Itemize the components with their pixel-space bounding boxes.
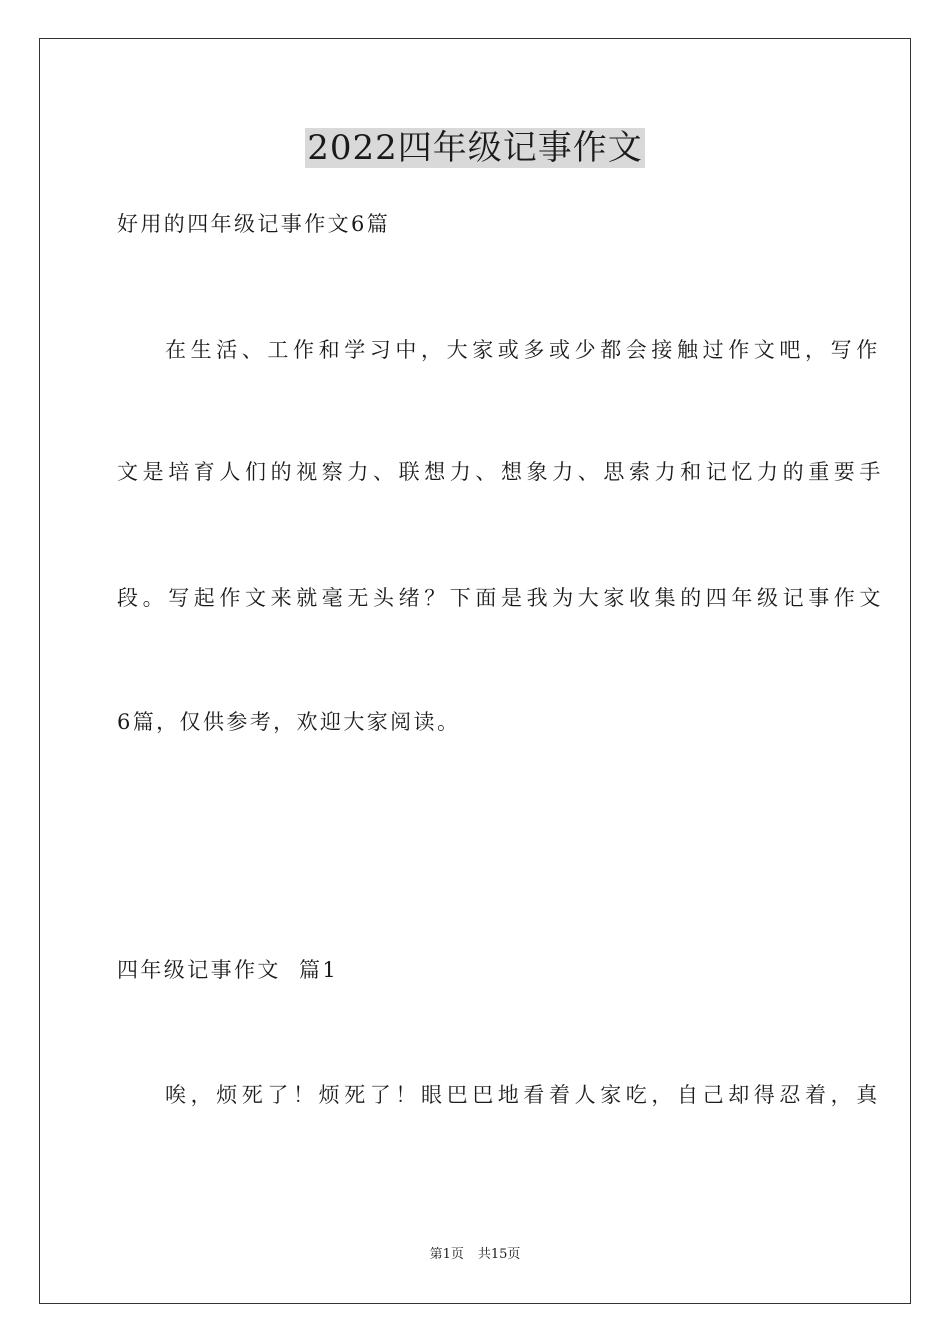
section-heading: 四年级记事作文 篇1	[117, 958, 339, 982]
paragraph-line: 6篇，仅供参考，欢迎大家阅读。	[117, 710, 461, 734]
document-subtitle: 好用的四年级记事作文6篇	[117, 212, 391, 236]
document-title-text: 2022四年级记事作文	[307, 128, 643, 168]
page-footer	[0, 1247, 950, 1263]
paragraph-line: 文是培育人们的视察力、联想力、想象力、思索力和记忆力的重要手	[117, 460, 885, 484]
paragraph-line: 在生活、工作和学习中，大家或多或少都会接触过作文吧，写作	[165, 338, 882, 362]
paragraph-line: 唉，烦死了！烦死了！眼巴巴地看着人家吃，自己却得忍着，真	[165, 1083, 882, 1107]
paragraph-line: 段。写起作文来就毫无头绪？下面是我为大家收集的四年级记事作文	[117, 586, 885, 610]
page-total: 共15页	[477, 1247, 521, 1262]
page-number: 第1页	[429, 1247, 464, 1262]
document-title	[0, 128, 950, 168]
